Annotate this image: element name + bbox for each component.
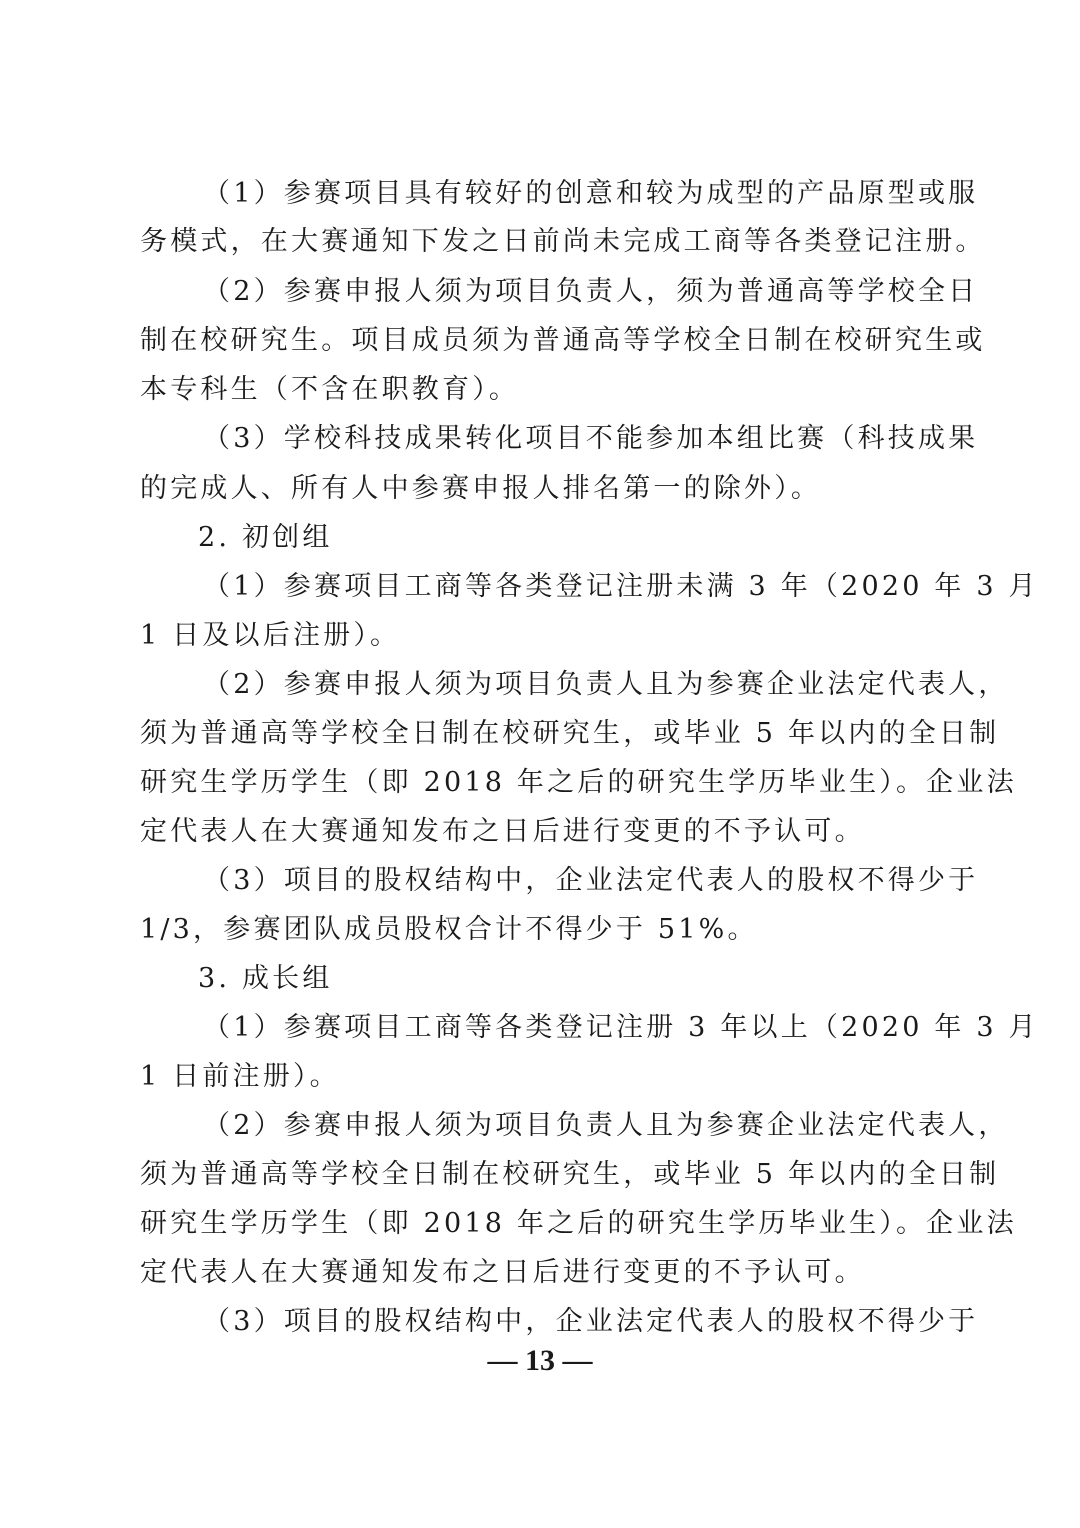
page-number: — 13 — — [487, 1344, 593, 1377]
section-heading: 3. 成长组 — [198, 963, 333, 994]
paragraph-line: 的完成人、所有人中参赛申报人排名第一的除外）。 — [140, 473, 822, 504]
paragraph-line: （1）参赛项目工商等各类登记注册未满 3 年（2020 年 3 月 — [203, 571, 1039, 602]
paragraph-line: （3）项目的股权结构中，企业法定代表人的股权不得少于 — [203, 1306, 979, 1337]
paragraph-line: （2）参赛申报人须为项目负责人且为参赛企业法定代表人， — [203, 1110, 1009, 1141]
paragraph-line: （2）参赛申报人须为项目负责人且为参赛企业法定代表人， — [203, 669, 1009, 700]
paragraph-line: 定代表人在大赛通知发布之日后进行变更的不予认可。 — [140, 1257, 865, 1288]
paragraph-line: （1）参赛项目工商等各类登记注册 3 年以上（2020 年 3 月 — [203, 1012, 1039, 1043]
paragraph-line: （3）学校科技成果转化项目不能参加本组比赛（科技成果 — [203, 423, 979, 454]
paragraph-line: （3）项目的股权结构中，企业法定代表人的股权不得少于 — [203, 865, 979, 896]
paragraph-line: 1 日及以后注册）。 — [140, 620, 401, 651]
paragraph-line: 务模式，在大赛通知下发之日前尚未完成工商等各类登记注册。 — [140, 226, 986, 257]
paragraph-line: 须为普通高等学校全日制在校研究生，或毕业 5 年以内的全日制 — [140, 1159, 1000, 1190]
section-heading: 2. 初创组 — [198, 522, 333, 553]
paragraph-line: 须为普通高等学校全日制在校研究生，或毕业 5 年以内的全日制 — [140, 718, 1000, 749]
paragraph-line: 定代表人在大赛通知发布之日后进行变更的不予认可。 — [140, 816, 865, 847]
paragraph-line: 本专科生（不含在职教育）。 — [140, 374, 520, 405]
paragraph-line: （2）参赛申报人须为项目负责人，须为普通高等学校全日 — [203, 276, 979, 307]
paragraph-line: 研究生学历学生（即 2018 年之后的研究生学历毕业生）。企业法 — [140, 1208, 1017, 1239]
paragraph-line: （1）参赛项目具有较好的创意和较为成型的产品原型或服 — [203, 178, 979, 209]
paragraph-line: 制在校研究生。项目成员须为普通高等学校全日制在校研究生或 — [140, 325, 986, 356]
paragraph-line: 1/3，参赛团队成员股权合计不得少于 51%。 — [140, 914, 758, 945]
paragraph-line: 研究生学历学生（即 2018 年之后的研究生学历毕业生）。企业法 — [140, 767, 1017, 798]
paragraph-line: 1 日前注册）。 — [140, 1061, 340, 1092]
